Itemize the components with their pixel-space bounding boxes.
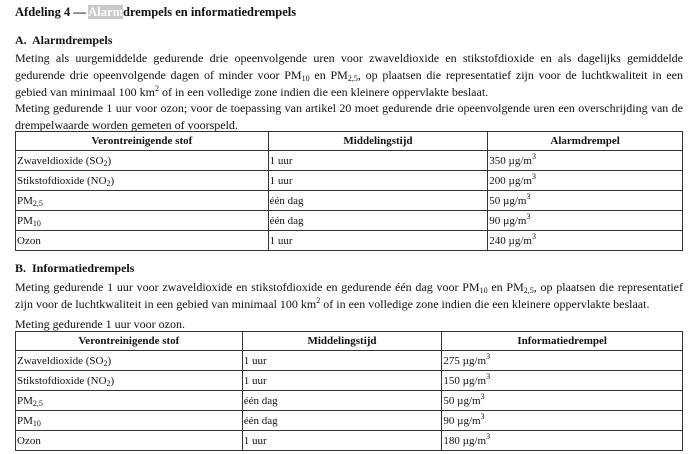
cell-averaging-time: één dag: [242, 391, 442, 411]
section-a-paragraph-1: [15, 50, 683, 101]
text-run: , op plaatsen die representatief zijn voor de luchtkwaliteit in een gebied van minimaal 100 km: [15, 280, 683, 311]
cell-threshold-value: [442, 351, 683, 371]
cell-substance: [16, 391, 243, 411]
threshold-value: 50 µg/m: [489, 194, 527, 207]
unit-superscript: 3: [480, 411, 485, 421]
unit-superscript: 3: [531, 231, 536, 241]
substance-subscript: 2: [106, 178, 111, 188]
table-row: [16, 151, 683, 171]
threshold-value: 50 µg/m: [443, 394, 481, 407]
threshold-value: 350 µg/m: [489, 154, 532, 167]
information-threshold-table: [15, 331, 683, 451]
text-run: en PM: [309, 68, 348, 82]
section-b-paragraph-1: [15, 279, 683, 313]
subscript: 10: [301, 74, 310, 83]
table-header-row: [16, 132, 683, 151]
text-run: of in een volledige zone indien die een kleinere oppervlakte beslaat.: [158, 85, 489, 99]
column-header-threshold: Informatiedrempel: [442, 332, 683, 351]
text-run: , op plaatsen die representatief zijn voor de luchtkwaliteit in een gebied van minimaal 100 km: [15, 68, 684, 99]
cell-averaging-time: 1 uur: [242, 351, 442, 371]
alarm-threshold-table: [15, 131, 683, 251]
cell-threshold-value: [442, 411, 683, 431]
text-run: en PM: [487, 280, 524, 294]
title-suffix: drempels en informatiedrempels: [123, 5, 297, 19]
table-row: [16, 351, 683, 371]
substance-name: PM: [17, 394, 33, 407]
substance-name: Zwaveldioxide (SO: [17, 354, 104, 367]
cell-threshold-value: [488, 211, 683, 231]
section-a-title: Alarmdrempels: [32, 33, 113, 47]
substance-subscript: 2: [103, 358, 108, 368]
cell-substance: [16, 351, 243, 371]
column-header-substance: Verontreinigende stof: [16, 332, 243, 351]
substance-name: Stikstofdioxide (NO: [17, 174, 107, 187]
cell-averaging-time: één dag: [268, 191, 488, 211]
text-run: of in een volledige zone indien die een kleinere oppervlakte beslaat.: [320, 297, 650, 311]
search-highlight: Alarm: [88, 5, 123, 19]
closing-paren: ): [107, 354, 112, 367]
cell-threshold-value: [488, 191, 683, 211]
section-a-letter: A.: [15, 33, 27, 47]
section-b-letter: B.: [15, 261, 27, 275]
subscript: 2,5: [523, 286, 534, 295]
unit-superscript: 3: [526, 211, 531, 221]
unit-superscript: 3: [480, 391, 485, 401]
unit-superscript: 3: [486, 431, 491, 441]
subscript: 2,5: [347, 74, 358, 83]
cell-substance: [16, 411, 243, 431]
unit-superscript: 3: [486, 371, 491, 381]
substance-name: PM: [17, 414, 33, 427]
substance-name: Ozon: [17, 434, 41, 447]
section-b-title: Informatiedrempels: [32, 261, 135, 275]
table-row: [16, 191, 683, 211]
threshold-value: 90 µg/m: [443, 414, 481, 427]
cell-averaging-time: 1 uur: [268, 171, 488, 191]
table-row: [16, 431, 683, 451]
cell-averaging-time: één dag: [242, 411, 442, 431]
section-b-heading: [15, 261, 134, 276]
cell-averaging-time: 1 uur: [268, 151, 488, 171]
substance-name: PM: [17, 214, 33, 227]
table-row: [16, 371, 683, 391]
substance-subscript: 2: [106, 378, 111, 388]
table-row: [16, 171, 683, 191]
closing-paren: ): [110, 174, 115, 187]
cell-threshold-value: [488, 231, 683, 251]
table-row: [16, 391, 683, 411]
substance-name: PM: [17, 194, 33, 207]
substance-name: Zwaveldioxide (SO: [17, 154, 104, 167]
substance-subscript: 10: [32, 418, 41, 428]
substance-subscript: 10: [32, 218, 41, 228]
closing-paren: ): [110, 374, 115, 387]
cell-averaging-time: 1 uur: [268, 231, 488, 251]
cell-substance: [16, 371, 243, 391]
cell-averaging-time: 1 uur: [242, 371, 442, 391]
threshold-value: 275 µg/m: [443, 354, 487, 367]
section-b-paragraph-2: Meting gedurende 1 uur voor ozon.: [15, 317, 185, 331]
cell-threshold-value: [442, 371, 683, 391]
text-run: Meting gedurende 1 uur voor zwaveldioxide en stikstofdioxide en gedurende één dag voor PM: [15, 280, 480, 294]
title-prefix: Afdeling 4 —: [15, 5, 89, 19]
threshold-value: 240 µg/m: [489, 234, 532, 247]
column-header-substance: Verontreinigende stof: [16, 132, 269, 151]
unit-superscript: 3: [526, 191, 531, 201]
cell-averaging-time: 1 uur: [242, 431, 442, 451]
column-header-threshold: Alarmdrempel: [488, 132, 683, 151]
column-header-averaging-time: Middelingstijd: [242, 332, 442, 351]
text-run: Meting als uurgemiddelde gedurende drie opeenvolgende uren voor zwaveldioxide en stikstofdioxide en als dagelijks gemiddelde gedurende drie opeenvolgende dagen of minder voor PM: [15, 51, 683, 82]
threshold-value: 200 µg/m: [489, 174, 532, 187]
superscript: 2: [316, 296, 321, 305]
table-row: [16, 411, 683, 431]
table-header-row: [16, 332, 683, 351]
unit-superscript: 3: [531, 171, 536, 181]
table-row: [16, 211, 683, 231]
cell-threshold-value: [488, 151, 683, 171]
substance-name: Stikstofdioxide (NO: [17, 374, 107, 387]
page-title: [15, 5, 296, 20]
closing-paren: ): [107, 154, 112, 167]
substance-subscript: 2: [103, 158, 108, 168]
cell-substance: [16, 191, 269, 211]
cell-substance: [16, 171, 269, 191]
superscript: 2: [154, 84, 159, 93]
threshold-value: 150 µg/m: [443, 374, 487, 387]
cell-substance: [16, 151, 269, 171]
substance-subscript: 2,5: [32, 198, 43, 208]
substance-subscript: 2,5: [32, 398, 43, 408]
column-header-averaging-time: Middelingstijd: [268, 132, 488, 151]
section-a-heading: [15, 33, 112, 48]
table-row: [16, 231, 683, 251]
cell-threshold-value: [442, 431, 683, 451]
cell-threshold-value: [442, 391, 683, 411]
threshold-value: 180 µg/m: [443, 434, 487, 447]
threshold-value: 90 µg/m: [489, 214, 527, 227]
cell-averaging-time: één dag: [268, 211, 488, 231]
cell-substance: [16, 231, 269, 251]
substance-name: Ozon: [17, 234, 41, 247]
unit-superscript: 3: [531, 151, 536, 161]
subscript: 10: [479, 286, 488, 295]
cell-threshold-value: [488, 171, 683, 191]
unit-superscript: 3: [486, 351, 491, 361]
cell-substance: [16, 211, 269, 231]
cell-substance: [16, 431, 243, 451]
section-a-paragraph-2: Meting gedurende 1 uur voor ozon; voor de toepassing van artikel 20 moet gedurende drie opeenvolgende uren een overschrijding van de drempelwaarde worden gemeten of voorspeld.: [15, 101, 683, 132]
